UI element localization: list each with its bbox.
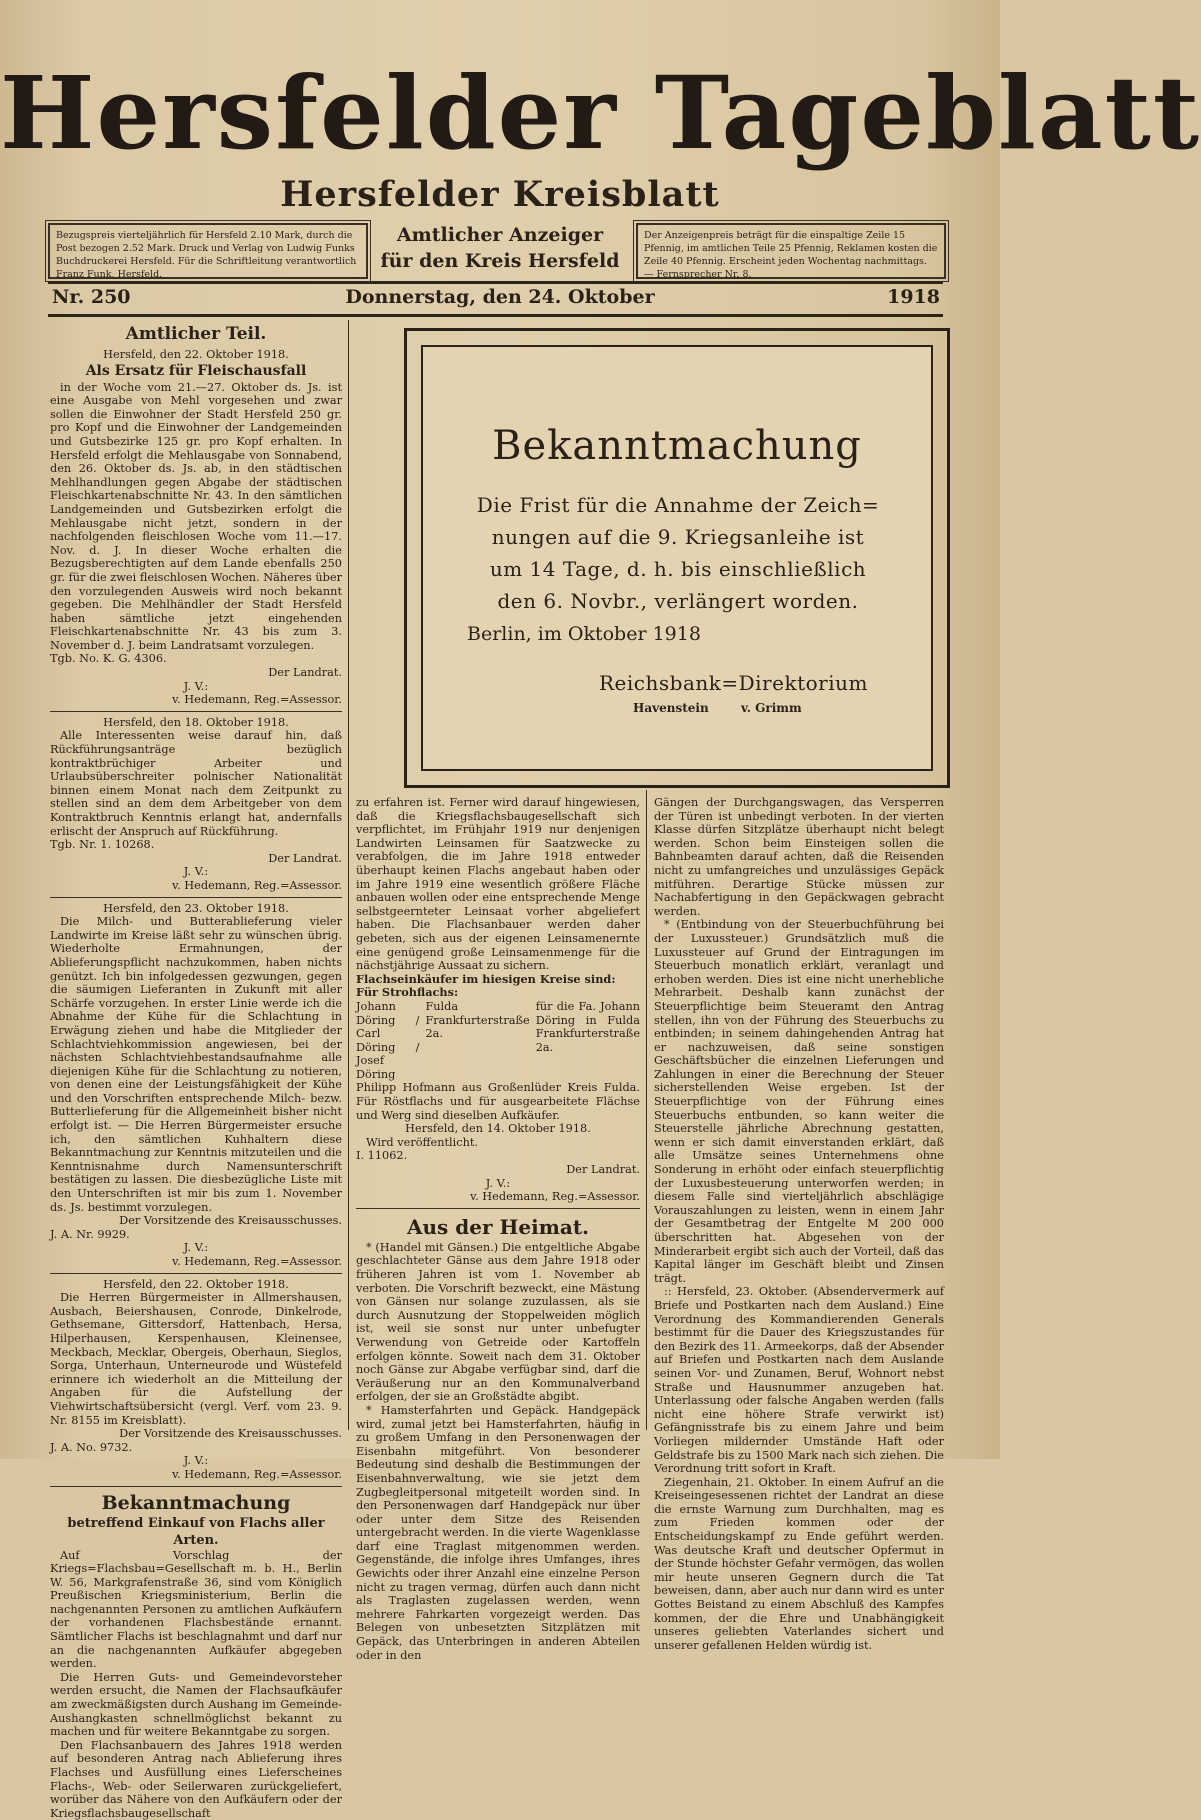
notice-signature: Der Vorsitzende des Kreisausschusses.: [119, 1214, 342, 1228]
flax-buyers-text: Philipp Hofmann aus Großenlüder Kreis Fulda. Für Röstflachs und für ausgearbeitete Flächse und Werg sind dieselben Aufkäufer.: [356, 1081, 640, 1122]
announcement-title: Bekanntmachung: [492, 423, 862, 469]
notice-published: Wird veröffentlicht.: [366, 1135, 479, 1149]
notice-signature: J. V.:: [183, 679, 209, 693]
notice-signature: J. V.:: [183, 1241, 209, 1255]
flax-notice-title: Bekanntmachung: [101, 1491, 291, 1514]
issue-number: Nr. 250: [52, 286, 131, 308]
masthead-title: Hersfelder Tageblatt: [0, 54, 1201, 172]
flax-buyers-names: Johann Döring / Carl Döring / Josef Döring: [356, 999, 420, 1081]
notice-reference: J. A. Nr. 9929.: [50, 1227, 130, 1241]
notice-text: Den Flachsanbauern des Jahres 1918 werden auf besonderen Antrag nach Ablieferung ihres Flachses und Ausfüllung eines Lieferscheines Flachs-, Web- oder Seilerwaren zurückgeliefert, worüber das Nähere von den Aufkäufern oder der Kriegsflachsbaugesellschaft: [50, 1738, 342, 1820]
notice-text: Alle Interessenten weise darauf hin, daß Rückführungsanträge bezüglich kontraktbrüchiger Arbeiter und Urlaubsüberschreiter polnischer Nationalität binnen einem Monat nach dem Zeitpunkt zu stellen sind an dem dem Arbeitgeber von dem Kontraktbruch Kenntnis erlangt hat, andernfalls erlischt der Anspruch auf Rückführung.: [50, 729, 342, 838]
notice-date: Hersfeld, den 18. Oktober 1918.: [103, 715, 289, 729]
notice-signature: v. Hedemann, Reg.=Assessor.: [172, 1255, 342, 1268]
official-gazette-label: [372, 222, 628, 274]
announcement-signer: Reichsbank=Direktorium: [599, 671, 868, 695]
notice-signature: v. Hedemann, Reg.=Assessor.: [172, 1467, 342, 1481]
flax-buyers-table: [356, 1000, 640, 1082]
notice-signature: v. Hedemann, Reg.=Assessor.: [172, 878, 342, 892]
notice-divider: [50, 897, 342, 898]
notice-reference: Tgb. Nr. 1. 10268.: [50, 838, 155, 852]
flax-buyers-subheading: Für Strohflachs:: [356, 985, 459, 1000]
dateline-bottom-rule: [48, 314, 943, 317]
local-news-item: * (Handel mit Gänsen.) Die entgeltliche Abgabe geschlachteter Gänse aus dem Jahre 1918 oder früheren Jahren ist vom 1. November ab verboten. Die Vorschrift bezweckt, eine Mästung von Gänsen nur solange zuzulassen, als sie durch Ausnutzung der Stoppelweiden möglich ist, weil sie sonst nur unter unbefugter Verwendung von Getreide oder Kartoffeln erfolgen könnte. Soweit nach dem 31. Oktober noch Gänse zur Abgabe verfügbar sind, darf die Veräußerung nur an den Kommunalverband erfolgen, der sie an Großstädte abgibt.: [356, 1240, 640, 1404]
local-news-item: * (Entbindung von der Steuerbuchführung bei der Luxussteuer.) Grundsätzlich muß die Luxussteuer auf Grund der Eintragungen im Steuerbuch monatlich erklärt, veranlagt und erhoben werden. Dies ist eine nicht unerhebliche Mehrarbeit. Deshalb kann zunächst der Steuerpflichtige beim Steueramt den Antrag stellen, ihn von der Führung des Steuerbuchs zu entbinden; in seinem dahingehenden Antrag hat er nachzuweisen, daß seine sonstigen Geschäftsbücher die einzelnen Lieferungen und Zahlungen in einer die Berechnung der Steuer sicherstellenden Weise ergeben. Ist der Steuerpflichtige von der Führung eines Steuerbuchs entbunden, so kann weiter die Steuerstelle jährliche Abrechnung gestatten, wenn er sich damit einverstanden erklärt, daß alle Umsätze seines Unternehmens ohne Sonderung in erhöht oder einfach steuerpflichtig der Luxusbesteuerung unterworfen werden; in diesem Falle sind vierteljährlich abschlägige Vorauszahlungen zu leisten, wenn in einem Jahr der Gesamtbetrag der Entgelte M 200 000 überschritten hat. Abgesehen von der Minderarbeit ergibt sich auch der Vorteil, daß das Kapital länger im Geschäft bleibt und Zinsen trägt.: [654, 918, 944, 1285]
notice-reference: I. 11062.: [356, 1149, 408, 1163]
announcement-frame: [404, 328, 950, 788]
notice-text: Die Herren Bürgermeister in Allmershausen, Ausbach, Beiershausen, Conrode, Dinkelrode, Gethsemane, Gittersdorf, Hattenbach, Hersa, Hilperhausen, Kerspenhausen, Kleinensee, Meckbach, Mecklar, Obergeis, Oberhaun, Sieglos, Sorga, Unterhaun, Unterneurode und Wüstefeld erinnere ich wiederholt an die Mitteilung der Angaben für die Aufstellung der Viehwirtschaftsübersicht (vergl. Verf. vom 23. 9. Nr. 8155 im Kreisblatt).: [50, 1291, 342, 1427]
announcement-line: den 6. Novbr., verlängert worden.: [497, 589, 859, 613]
subscription-info-box: [48, 223, 368, 279]
notice-text: in der Woche vom 21.—27. Oktober ds. Js. ist eine Ausgabe von Mehl vorgesehen und zwar sollen die Einwohner der Stadt Hersfeld 250 gr. pro Kopf und die Einwohner der Landgemeinden und Gutsbezirke 125 gr. pro Kopf erhalten. In Hersfeld erfolgt die Mehlausgabe von Sonnabend, den 26. Oktober ds. Js. ab, in den städtischen Mehlhandlungen gegen Abgabe der städtischen Fleischkartenabschnitte Nr. 43. In den sämtlichen Landgemeinden und Gutsbezirken erfolgt die Mehlausgabe nicht jetzt, sondern in der nachfolgenden fleischlosen Woche vom 11.—17. Nov. d. J. In dieser Woche erhalten die Bezugsberechtigten auf dem Lande ebenfalls 250 gr. für die zwei fleischlosen Wochen. Näheres über den vorzulegenden Ausweis wird noch bekannt gegeben. Die Mehlhändler der Stadt Hersfeld haben sämtliche jetzt eingehenden Fleischkartenabschnitte Nr. 43 bis zum 3. November d. J. beim Landratsamt vorzulegen.: [50, 380, 342, 652]
notice-title: Als Ersatz für Fleischausfall: [85, 362, 307, 379]
local-news-item: Gängen der Durchgangswagen, das Versperren der Türen ist unbedingt verboten. In der vierten Klasse dürfen Sitzplätze überhaupt nicht belegt werden. Schon beim Einsteigen sollen die Bahnbeamten darauf achten, daß die Reisenden nicht zu umfangreiches und unzulässiges Gepäck mitführen. Derartige Stücke müssen zur Nachabfertigung in den Gepäckwagen gebracht werden.: [654, 796, 944, 918]
notice-signature: v. Hedemann, Reg.=Assessor.: [172, 693, 342, 707]
column-middle: [356, 796, 640, 1662]
notice-text: Die Herren Guts- und Gemeindevorsteher werden ersucht, die Namen der Flachsaufkäufer am zweckmäßigsten durch Aushang im Gemeinde-Aushangkasten schnellmöglichst bekannt zu machen und für weitere Bekanntgabe zu sorgen.: [50, 1670, 342, 1739]
announcement-line: um 14 Tage, d. h. bis einschließlich: [489, 557, 867, 581]
notice-text: Die Milch- und Butterablieferung vieler Landwirte im Kreise läßt sehr zu wünschen übrig. Wiederholte Ermahnungen, der Ablieferungspflicht nachzukommen, haben nichts genützt. Ich bin infolgedessen gezwungen, gegen die säumigen Lieferanten in Zukunft mit aller Schärfe vorzugehen. In erster Linie werde ich die Abnahme der Kühe für die Schlachtung in Erwägung ziehen und habe die Mitglieder der Schlachtviehkommission angewiesen, bei der nächsten Schlachtviehbestandsaufnahme alle diejenigen Kühe für die Schlachtung zu notieren, von denen eine der Leistungsfähigkeit der Kühe und den Vorschriften entsprechende Milch- bezw. Butterlieferung für die Allgemeinheit bisher nicht erfolgt ist. — Die Herren Bürgermeister ersuche ich, den sämtlichen Kuhhaltern diese Bekanntmachung zur Kenntnis mitzuteilen und die Kenntnisnahme durch Namensunterschrift bestätigen zu lassen. Die diesbezügliche Liste mit den Unterschriften ist mir bis zum 1. November ds. Js. bestimmt vorzulegen.: [50, 915, 342, 1214]
flax-buyers-company: für die Fa. Johann Döring in Fulda Frankfurterstraße 2a.: [535, 999, 640, 1054]
notice-text: Auf Vorschlag der Kriegs=Flachsbau=Gesellschaft m. b. H., Berlin W. 56, Markgrafenstraße 36, sind vom Königlich Preußischen Kriegsministerium, Berlin die nachgenannten Personen zu amtlichen Aufkäufern der vorhandenen Flachsbestände ernannt. Sämtlicher Flachs ist beschlagnahmt und darf nur an die nachgenannten Aufkäufer abgegeben werden.: [50, 1548, 342, 1671]
notice-date: Hersfeld, den 22. Oktober 1918.: [103, 348, 289, 361]
advertising-info-box: [636, 223, 946, 279]
official-gazette-line1: Amtlicher Anzeiger: [396, 224, 604, 246]
column-separator-2: [646, 790, 647, 1430]
masthead-subtitle: Hersfelder Kreisblatt: [280, 174, 720, 215]
notice-divider: [50, 1486, 342, 1487]
notice-signature: J. V.:: [485, 1176, 511, 1190]
flax-notice-continued: zu erfahren ist. Ferner wird darauf hingewiesen, daß die Kriegsflachsbaugesellschaft sich verpflichtet, im Frühjahr 1919 nur denjenigen Landwirten Leinsamen für Saatzwecke zu verabfolgen, die im Jahre 1918 entweder überhaupt keinen Flachs angebaut haben oder im Jahre 1919 eine wesentlich größere Fläche anbauen wollen oder eine entsprechende Menge selbstgeernteter Leinsaat vorher abgeliefert haben. Die Flachsanbauer werden daher gebeten, sich aus der eigenen Leinsamenernte eine genügend große Leinsamenmenge für die nächstjährige Aussaat zu sichern.: [356, 796, 640, 973]
local-news-heading: Aus der Heimat.: [406, 1214, 590, 1239]
notice-signature: Der Vorsitzende des Kreisausschusses.: [119, 1427, 342, 1441]
issue-year: 1918: [887, 286, 940, 308]
local-news-item: Ziegenhain, 21. Oktober. In einem Aufruf an die Kreiseingesessenen richtet der Landrat an diese die ernste Warnung zum Durchhalten, mag es zum Frieden kommen oder der Entscheidungskampf zu Ende geführt werden. Was deutsche Kraft und deutscher Opfermut in der Stunde höchster Gefahr vermögen, das wollen mir heute unseren Gegnern durch die Tat beweisen, dann, aber auch nur dann wird es unter Gottes Beistand zu einem Abschluß des Kampfes kommen, der die Ehre und Unabhängigkeit unseres geliebten Vaterlandes sichert und unserer gefallenen Helden würdig ist.: [654, 1475, 944, 1652]
local-news-item: * Hamsterfahrten und Gepäck. Handgepäck wird, zumal jetzt bei Hamsterfahrten, häufig in zu großem Umfang in den Personenwagen der Eisenbahn mitgeführt. Von besonderer Bedeutung sind deshalb die Bestimmungen der Eisenbahnverwaltung, wie sie jetzt dem Zugbegleitpersonal mitgeteilt worden sind. In den Personenwagen darf Handgepäck nur über oder unter dem Sitze des Reisenden untergebracht werden. In die vierte Wagenklasse darf eine Traglast mitgenommen werden. Gegenstände, die infolge ihres Umfanges, ihres Gewichts oder ihrer Anzahl eine einzelne Person nicht zu tragen vermag, dürfen auch dann nicht als Traglasten zugelassen werden, wenn mehrere Fahrkarten vorgezeigt werden. Das Belegen von unbesetzten Sitzplätzen mit Gepäck, das Unterbringen in anderen Abteilen oder in den: [356, 1403, 640, 1662]
notice-divider: [50, 711, 342, 712]
announcement-name-1: Havenstein: [633, 701, 709, 715]
subscription-info-text: Bezugspreis vierteljährlich für Hersfeld 2.10 Mark, durch die Post bezogen 2.52 Mark. Druck und Verlag von Ludwig Funks Buchdruckerei Hersfeld. Für die Schriftleitung verantwortlich Franz Funk, Hersfeld.: [56, 230, 357, 280]
announcement-line: nungen auf die 9. Kriegsanleihe ist: [491, 525, 865, 549]
notice-date: Hersfeld, den 23. Oktober 1918.: [103, 901, 289, 915]
local-news-item: :: Hersfeld, 23. Oktober. (Absendervermerk auf Briefe und Postkarten nach dem Ausland.) Eine Verordnung des Kommandierenden Generals bestimmt für die Dauer des Kriegszustandes für den Bezirk des 11. Armeekorps, daß der Absender auf Briefen und Postkarten nach dem Auslande seinen Vor- und Zunamen, Beruf, Wohnort nebst Straße und Hausnummer anzugeben hat. Unterlassung oder falsche Angaben werden (falls nicht eine höhere Strafe verwirkt ist) Gefängnisstrafe bis zu einem Jahre und beim Vorliegen mildernder Umstände Haft oder Geldstrafe bis zu 1500 Mark nach sich ziehen. Die Verordnung tritt sofort in Kraft.: [654, 1285, 944, 1476]
column-separator-1: [348, 320, 349, 1430]
notice-date: Hersfeld, den 14. Oktober 1918.: [405, 1122, 591, 1136]
section-divider: [356, 1208, 640, 1209]
flax-buyers-heading: Flachseinkäufer im hiesigen Kreise sind:: [356, 971, 616, 986]
notice-date: Hersfeld, den 22. Oktober 1918.: [103, 1277, 289, 1291]
notice-reference: Tgb. No. K. G. 4306.: [50, 652, 167, 666]
announcement-body: [443, 489, 913, 617]
announcement-place-date: Berlin, im Oktober 1918: [467, 623, 701, 645]
issue-date: Donnerstag, den 24. Oktober: [345, 286, 655, 308]
notice-signature: J. V.:: [183, 1454, 209, 1468]
flax-notice-subtitle: betreffend Einkauf von Flachs aller Arten.: [67, 1515, 325, 1548]
advertising-info-text: Der Anzeigenpreis beträgt für die einspaltige Zeile 15 Pfennig, im amtlichen Teile 25 Pfennig, Reklamen kosten die Zeile 40 Pfennig. Erscheint jeden Wochentag nachmittags. — Fernsprecher Nr. 8.: [644, 230, 938, 280]
flax-buyers-address: Fulda Frankfurterstraße 2a.: [425, 999, 530, 1041]
official-section-heading: Amtlicher Teil.: [125, 324, 267, 344]
official-gazette-line2: für den Kreis Hersfeld: [380, 250, 620, 272]
column-official: [50, 320, 342, 1820]
notice-reference: J. A. No. 9732.: [50, 1440, 133, 1454]
announcement-name-2: v. Grimm: [741, 701, 802, 715]
announcement-box: [421, 345, 933, 771]
announcement-line: Die Frist für die Annahme der Zeich=: [476, 493, 880, 517]
notice-signature: J. V.:: [183, 865, 209, 879]
notice-signature: Der Landrat.: [268, 666, 342, 680]
dateline-top-rule: [48, 281, 943, 284]
notice-divider: [50, 1273, 342, 1274]
notice-signature: Der Landrat.: [566, 1163, 640, 1177]
notice-signature: Der Landrat.: [268, 851, 342, 865]
column-right: [654, 796, 944, 1652]
notice-signature: v. Hedemann, Reg.=Assessor.: [470, 1190, 640, 1204]
